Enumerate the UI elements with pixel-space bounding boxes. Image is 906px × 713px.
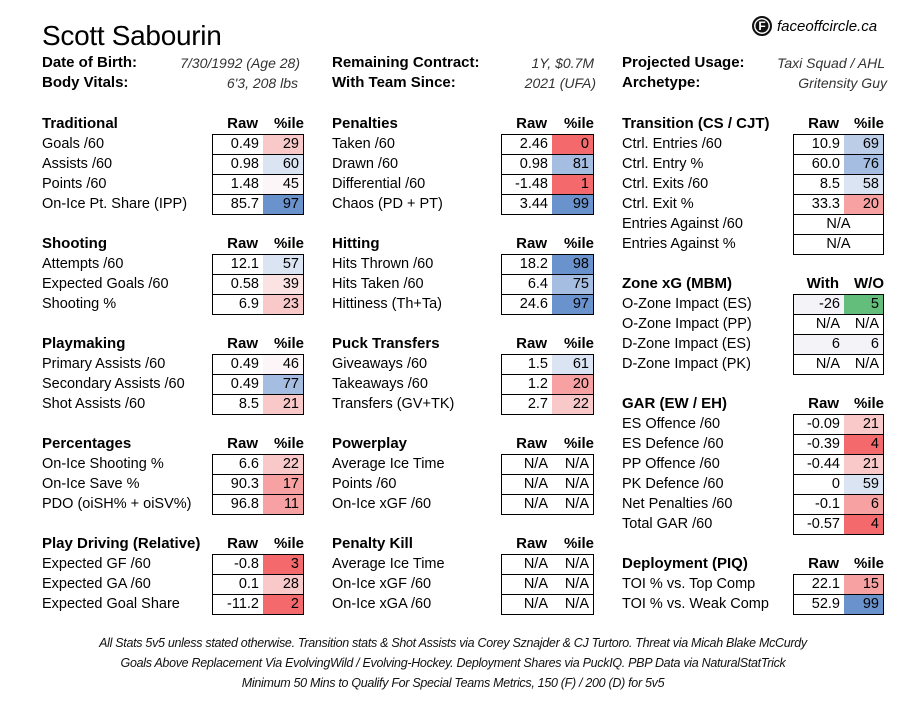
stat-with: 6: [794, 335, 844, 354]
stat-percentile: 6: [844, 495, 883, 514]
table-row: [794, 494, 883, 514]
stat-raw: N/A: [502, 555, 552, 574]
table-row: [502, 474, 593, 494]
stat-percentile: 2: [263, 595, 303, 614]
stat-raw: 0.98: [502, 155, 552, 174]
stat-label: ES Defence /60: [622, 436, 724, 452]
stat-percentile: 21: [844, 415, 883, 434]
stat-percentile: 99: [844, 595, 883, 614]
stat-table: [212, 354, 304, 415]
stat-raw: 1.2: [502, 375, 552, 394]
stat-percentile: 1: [552, 175, 593, 194]
stat-percentile: N/A: [552, 495, 593, 514]
stat-without: 6: [844, 335, 883, 354]
stat-percentile: N/A: [552, 475, 593, 494]
stat-raw: N/A: [502, 455, 552, 474]
stat-label: Expected Goals /60: [42, 276, 169, 292]
stat-raw: 18.2: [502, 255, 552, 274]
stat-raw: -0.09: [794, 415, 844, 434]
table-row: [213, 174, 303, 194]
stat-label: Hits Taken /60: [332, 276, 424, 292]
stat-label: Secondary Assists /60: [42, 376, 185, 392]
stat-percentile: 22: [263, 455, 303, 474]
column-header-pct: %ile: [273, 335, 304, 352]
stat-label: Shot Assists /60: [42, 396, 146, 412]
stat-percentile: 20: [552, 375, 593, 394]
table-row: [794, 434, 883, 454]
column-header-pct: %ile: [563, 435, 594, 452]
stat-percentile: 98: [552, 255, 593, 274]
stat-percentile: 60: [263, 155, 303, 174]
column-header-pct: %ile: [273, 535, 304, 552]
stat-percentile: 97: [263, 195, 303, 214]
stat-raw: 8.5: [213, 395, 263, 414]
info-label: Projected Usage:: [622, 54, 745, 71]
stat-raw: 33.3: [794, 195, 844, 214]
stat-label: Chaos (PD + PT): [332, 196, 443, 212]
info-label: Archetype:: [622, 74, 701, 91]
section-title: Zone xG (MBM): [622, 275, 732, 292]
stat-label: Net Penalties /60: [622, 496, 733, 512]
stat-raw: 2.7: [502, 395, 552, 414]
table-row: [213, 494, 303, 514]
stat-label: PDO (oiSH% + oiSV%): [42, 496, 192, 512]
stat-label: On-Ice Save %: [42, 476, 140, 492]
column-header-raw: With: [806, 275, 839, 292]
table-row: [794, 514, 883, 534]
table-row: [502, 355, 593, 374]
stat-table: [212, 134, 304, 215]
column-header-raw: Raw: [227, 535, 258, 552]
stat-label: PK Defence /60: [622, 476, 724, 492]
stat-with: N/A: [794, 315, 844, 334]
column-header-raw: Raw: [227, 235, 258, 252]
column-header-raw: Raw: [516, 435, 547, 452]
stat-label: Differential /60: [332, 176, 426, 192]
section-title: Hitting: [332, 235, 380, 252]
table-row: [213, 274, 303, 294]
stat-without: 5: [844, 295, 883, 314]
column-header-raw: Raw: [227, 435, 258, 452]
stat-raw: 3.44: [502, 195, 552, 214]
table-row: [502, 574, 593, 594]
section-title: Penalties: [332, 115, 398, 132]
info-with-team-since: [332, 73, 596, 93]
stat-percentile: 21: [844, 455, 883, 474]
column-header-pct: %ile: [853, 555, 884, 572]
brand-site: faceoffcircle.ca: [777, 17, 878, 35]
stat-percentile: 61: [552, 355, 593, 374]
stat-raw: 1.5: [502, 355, 552, 374]
footer-line-gar: Goals Above Replacement Via EvolvingWild / Evolving-Hockey. Deployment Shares via PuckIQ. PBP Data via NaturalStatTrick: [120, 656, 786, 670]
table-row: [213, 154, 303, 174]
table-row: [794, 575, 883, 594]
column-header-pct: %ile: [273, 235, 304, 252]
table-row: [502, 194, 593, 214]
stat-label: Ctrl. Exits /60: [622, 176, 709, 192]
column-header-raw: Raw: [516, 235, 547, 252]
info-value: 2021 (UFA): [524, 75, 596, 91]
table-row: [502, 294, 593, 314]
table-row: [213, 594, 303, 614]
stat-raw: N/A: [502, 475, 552, 494]
table-row: [794, 334, 883, 354]
stat-label: Hittiness (Th+Ta): [332, 296, 442, 312]
stat-raw: 12.1: [213, 255, 263, 274]
stat-percentile: 15: [844, 575, 883, 594]
stat-percentile: 81: [552, 155, 593, 174]
stat-table: [501, 454, 594, 515]
stat-label: On-Ice xGF /60: [332, 576, 432, 592]
stat-percentile: N/A: [552, 555, 593, 574]
stat-percentile: 69: [844, 135, 883, 154]
stat-percentile: 28: [263, 575, 303, 594]
info-projected-usage: [622, 53, 885, 73]
stat-table: [212, 254, 304, 315]
stat-raw: -0.57: [794, 515, 844, 534]
table-row: [213, 135, 303, 154]
stat-percentile: 75: [552, 275, 593, 294]
column-header-raw: Raw: [516, 535, 547, 552]
stat-percentile: 17: [263, 475, 303, 494]
stat-label: D-Zone Impact (ES): [622, 336, 751, 352]
stat-raw: 85.7: [213, 195, 263, 214]
stat-raw: -0.1: [794, 495, 844, 514]
column-header-raw: Raw: [227, 335, 258, 352]
stat-label: Hits Thrown /60: [332, 256, 434, 272]
stat-raw: N/A: [502, 595, 552, 614]
stat-percentile: 59: [844, 475, 883, 494]
stat-label: On-Ice xGF /60: [332, 496, 432, 512]
stat-label: Drawn /60: [332, 156, 399, 172]
stat-value: N/A: [826, 216, 851, 232]
stat-raw: 90.3: [213, 475, 263, 494]
stat-raw: 0: [794, 475, 844, 494]
column-header-pct: %ile: [853, 115, 884, 132]
table-row: [213, 474, 303, 494]
table-row: [502, 555, 593, 574]
table-row: [213, 194, 303, 214]
stat-percentile: 4: [844, 515, 883, 534]
column-header-raw: Raw: [227, 115, 258, 132]
stat-label: Points /60: [42, 176, 107, 192]
table-row: [794, 354, 883, 374]
brand: [752, 16, 877, 36]
column-header-pct: %ile: [273, 115, 304, 132]
footer-line-sources: All Stats 5v5 unless stated otherwise. Transition stats & Shot Assists via Corey Sznajder & CJ Turtoro. Threat via Micah Blake McCurdy: [99, 636, 807, 650]
stat-raw: 8.5: [794, 175, 844, 194]
section-title: Powerplay: [332, 435, 408, 452]
stat-percentile: 22: [552, 395, 593, 414]
table-row: [213, 574, 303, 594]
column-header-raw: Raw: [516, 335, 547, 352]
stat-label: Attempts /60: [42, 256, 124, 272]
stat-label: Entries Against %: [622, 236, 736, 252]
table-row: [794, 415, 883, 434]
column-header-pct: %ile: [563, 535, 594, 552]
stat-with: -26: [794, 295, 844, 314]
stat-raw: N/A: [502, 495, 552, 514]
stat-label: Ctrl. Entries /60: [622, 136, 722, 152]
stat-label: TOI % vs. Top Comp: [622, 576, 756, 592]
column-header-raw: Raw: [808, 115, 839, 132]
stat-percentile: 11: [263, 495, 303, 514]
section-title: Penalty Kill: [332, 535, 413, 552]
section-title: Percentages: [42, 435, 132, 452]
stat-percentile: 45: [263, 175, 303, 194]
table-row: [213, 394, 303, 414]
stat-table: [793, 134, 884, 255]
info-label: Body Vitals:: [42, 74, 129, 91]
table-row: [502, 255, 593, 274]
stat-raw: -0.39: [794, 435, 844, 454]
stat-table: [793, 574, 884, 615]
section-title: Play Driving (Relative): [42, 535, 201, 552]
section-title: Shooting: [42, 235, 107, 252]
info-value: Taxi Squad / AHL: [777, 55, 885, 71]
stat-raw: -0.8: [213, 555, 263, 574]
column-header-pct: %ile: [853, 395, 884, 412]
table-row: [794, 214, 883, 234]
stat-label: Primary Assists /60: [42, 356, 166, 372]
info-label: Remaining Contract:: [332, 54, 480, 71]
stat-label: Average Ice Time: [332, 556, 445, 572]
footer-line-minimums: Minimum 50 Mins to Qualify For Special Teams Metrics, 150 (F) / 200 (D) for 5v5: [241, 676, 665, 690]
section-title: Playmaking: [42, 335, 126, 352]
stat-label: Takeaways /60: [332, 376, 428, 392]
column-header-raw: Raw: [516, 115, 547, 132]
table-row: [502, 374, 593, 394]
stat-label: PP Offence /60: [622, 456, 720, 472]
column-header-pct: %ile: [563, 115, 594, 132]
stat-raw: 0.1: [213, 575, 263, 594]
stat-label: Ctrl. Entry %: [622, 156, 704, 172]
table-row: [213, 255, 303, 274]
stat-raw: N/A: [502, 575, 552, 594]
stat-raw: 0.49: [213, 375, 263, 394]
table-row: [502, 394, 593, 414]
info-value: Gritensity Guy: [798, 75, 887, 91]
stat-label: Transfers (GV+TK): [332, 396, 455, 412]
stat-table: [501, 554, 594, 615]
column-header-pct: W/O: [854, 275, 884, 292]
stat-raw: 0.98: [213, 155, 263, 174]
stat-label: On-Ice Shooting %: [42, 456, 164, 472]
stat-label: O-Zone Impact (ES): [622, 296, 752, 312]
column-header-raw: Raw: [808, 555, 839, 572]
info-archetype: [622, 73, 887, 93]
info-body-vitals: [42, 73, 298, 93]
stat-raw: 6.6: [213, 455, 263, 474]
table-row: [502, 154, 593, 174]
stat-percentile: 29: [263, 135, 303, 154]
stat-percentile: 58: [844, 175, 883, 194]
stat-label: TOI % vs. Weak Comp: [622, 596, 769, 612]
info-label: With Team Since:: [332, 74, 456, 91]
stat-table: [793, 294, 884, 375]
stat-label: ES Offence /60: [622, 416, 721, 432]
stat-with: N/A: [794, 355, 844, 374]
stat-label: O-Zone Impact (PP): [622, 316, 752, 332]
player-name: Scott Sabourin: [42, 20, 222, 51]
faceoffcircle-logo-icon: F: [752, 16, 772, 36]
stat-raw: 96.8: [213, 495, 263, 514]
stat-label: Taken /60: [332, 136, 395, 152]
stat-table: [212, 454, 304, 515]
stat-table: [212, 554, 304, 615]
stat-percentile: 4: [844, 435, 883, 454]
table-row: [213, 455, 303, 474]
stat-label: Ctrl. Exit %: [622, 196, 694, 212]
stat-label: D-Zone Impact (PK): [622, 356, 751, 372]
section-title: Traditional: [42, 115, 118, 132]
stat-percentile: 39: [263, 275, 303, 294]
section-title: Deployment (PIQ): [622, 555, 748, 572]
stat-label: On-Ice Pt. Share (IPP): [42, 196, 188, 212]
stat-raw: 0.49: [213, 355, 263, 374]
stat-label: Average Ice Time: [332, 456, 445, 472]
section-title: GAR (EW / EH): [622, 395, 727, 412]
table-row: [794, 174, 883, 194]
stat-percentile: 77: [263, 375, 303, 394]
stat-table: [793, 414, 884, 535]
info-value: 7/30/1992 (Age 28): [180, 55, 300, 71]
stat-percentile: 20: [844, 195, 883, 214]
table-row: [794, 314, 883, 334]
stat-raw: -1.48: [502, 175, 552, 194]
table-row: [502, 135, 593, 154]
table-row: [502, 494, 593, 514]
info-remaining-contract: [332, 53, 594, 73]
stat-label: On-Ice xGA /60: [332, 596, 432, 612]
stat-raw: 0.58: [213, 275, 263, 294]
stat-percentile: 57: [263, 255, 303, 274]
stat-without: N/A: [844, 355, 883, 374]
column-header-raw: Raw: [808, 395, 839, 412]
table-row: [794, 194, 883, 214]
table-row: [794, 135, 883, 154]
stat-value: N/A: [826, 236, 851, 252]
stat-raw: 0.49: [213, 135, 263, 154]
stat-raw: 60.0: [794, 155, 844, 174]
table-row: [502, 594, 593, 614]
stat-percentile: 97: [552, 295, 593, 314]
stat-percentile: 3: [263, 555, 303, 574]
column-header-pct: %ile: [563, 235, 594, 252]
stat-raw: 1.48: [213, 175, 263, 194]
stat-raw: 2.46: [502, 135, 552, 154]
table-row: [213, 355, 303, 374]
section-title: Puck Transfers: [332, 335, 440, 352]
stat-label: Expected GA /60: [42, 576, 151, 592]
table-row: [502, 455, 593, 474]
stat-percentile: 76: [844, 155, 883, 174]
stat-label: Giveaways /60: [332, 356, 428, 372]
stat-raw: 24.6: [502, 295, 552, 314]
stat-percentile: 46: [263, 355, 303, 374]
stat-without: N/A: [844, 315, 883, 334]
table-row: [213, 555, 303, 574]
stat-raw: 52.9: [794, 595, 844, 614]
info-value: 1Y, $0.7M: [531, 55, 594, 71]
column-header-pct: %ile: [273, 435, 304, 452]
stat-raw: -11.2: [213, 595, 263, 614]
stat-label: Shooting %: [42, 296, 117, 312]
table-row: [213, 294, 303, 314]
stat-percentile: 99: [552, 195, 593, 214]
stat-table: [501, 254, 594, 315]
stat-label: Goals /60: [42, 136, 105, 152]
stat-percentile: 0: [552, 135, 593, 154]
table-row: [794, 594, 883, 614]
stat-table: [501, 134, 594, 215]
stat-raw: 6.9: [213, 295, 263, 314]
stat-label: Entries Against /60: [622, 216, 743, 232]
table-row: [502, 274, 593, 294]
stat-label: Expected Goal Share: [42, 596, 180, 612]
info-date-of-birth: [42, 53, 300, 73]
info-label: Date of Birth:: [42, 54, 137, 71]
table-row: [794, 295, 883, 314]
stat-percentile: 23: [263, 295, 303, 314]
stat-label: Total GAR /60: [622, 516, 713, 532]
stat-raw: 22.1: [794, 575, 844, 594]
stat-percentile: 21: [263, 395, 303, 414]
stat-label: Expected GF /60: [42, 556, 151, 572]
table-row: [502, 174, 593, 194]
stat-label: Points /60: [332, 476, 397, 492]
section-title: Transition (CS / CJT): [622, 115, 770, 132]
stat-raw: 10.9: [794, 135, 844, 154]
stat-percentile: N/A: [552, 455, 593, 474]
stat-percentile: N/A: [552, 575, 593, 594]
stat-percentile: N/A: [552, 595, 593, 614]
table-row: [794, 454, 883, 474]
table-row: [794, 154, 883, 174]
info-value: 6'3, 208 lbs: [226, 75, 298, 91]
table-row: [794, 474, 883, 494]
table-row: [794, 234, 883, 254]
column-header-pct: %ile: [563, 335, 594, 352]
stat-label: Assists /60: [42, 156, 113, 172]
table-row: [213, 374, 303, 394]
stat-table: [501, 354, 594, 415]
stat-raw: 6.4: [502, 275, 552, 294]
stat-raw: -0.44: [794, 455, 844, 474]
